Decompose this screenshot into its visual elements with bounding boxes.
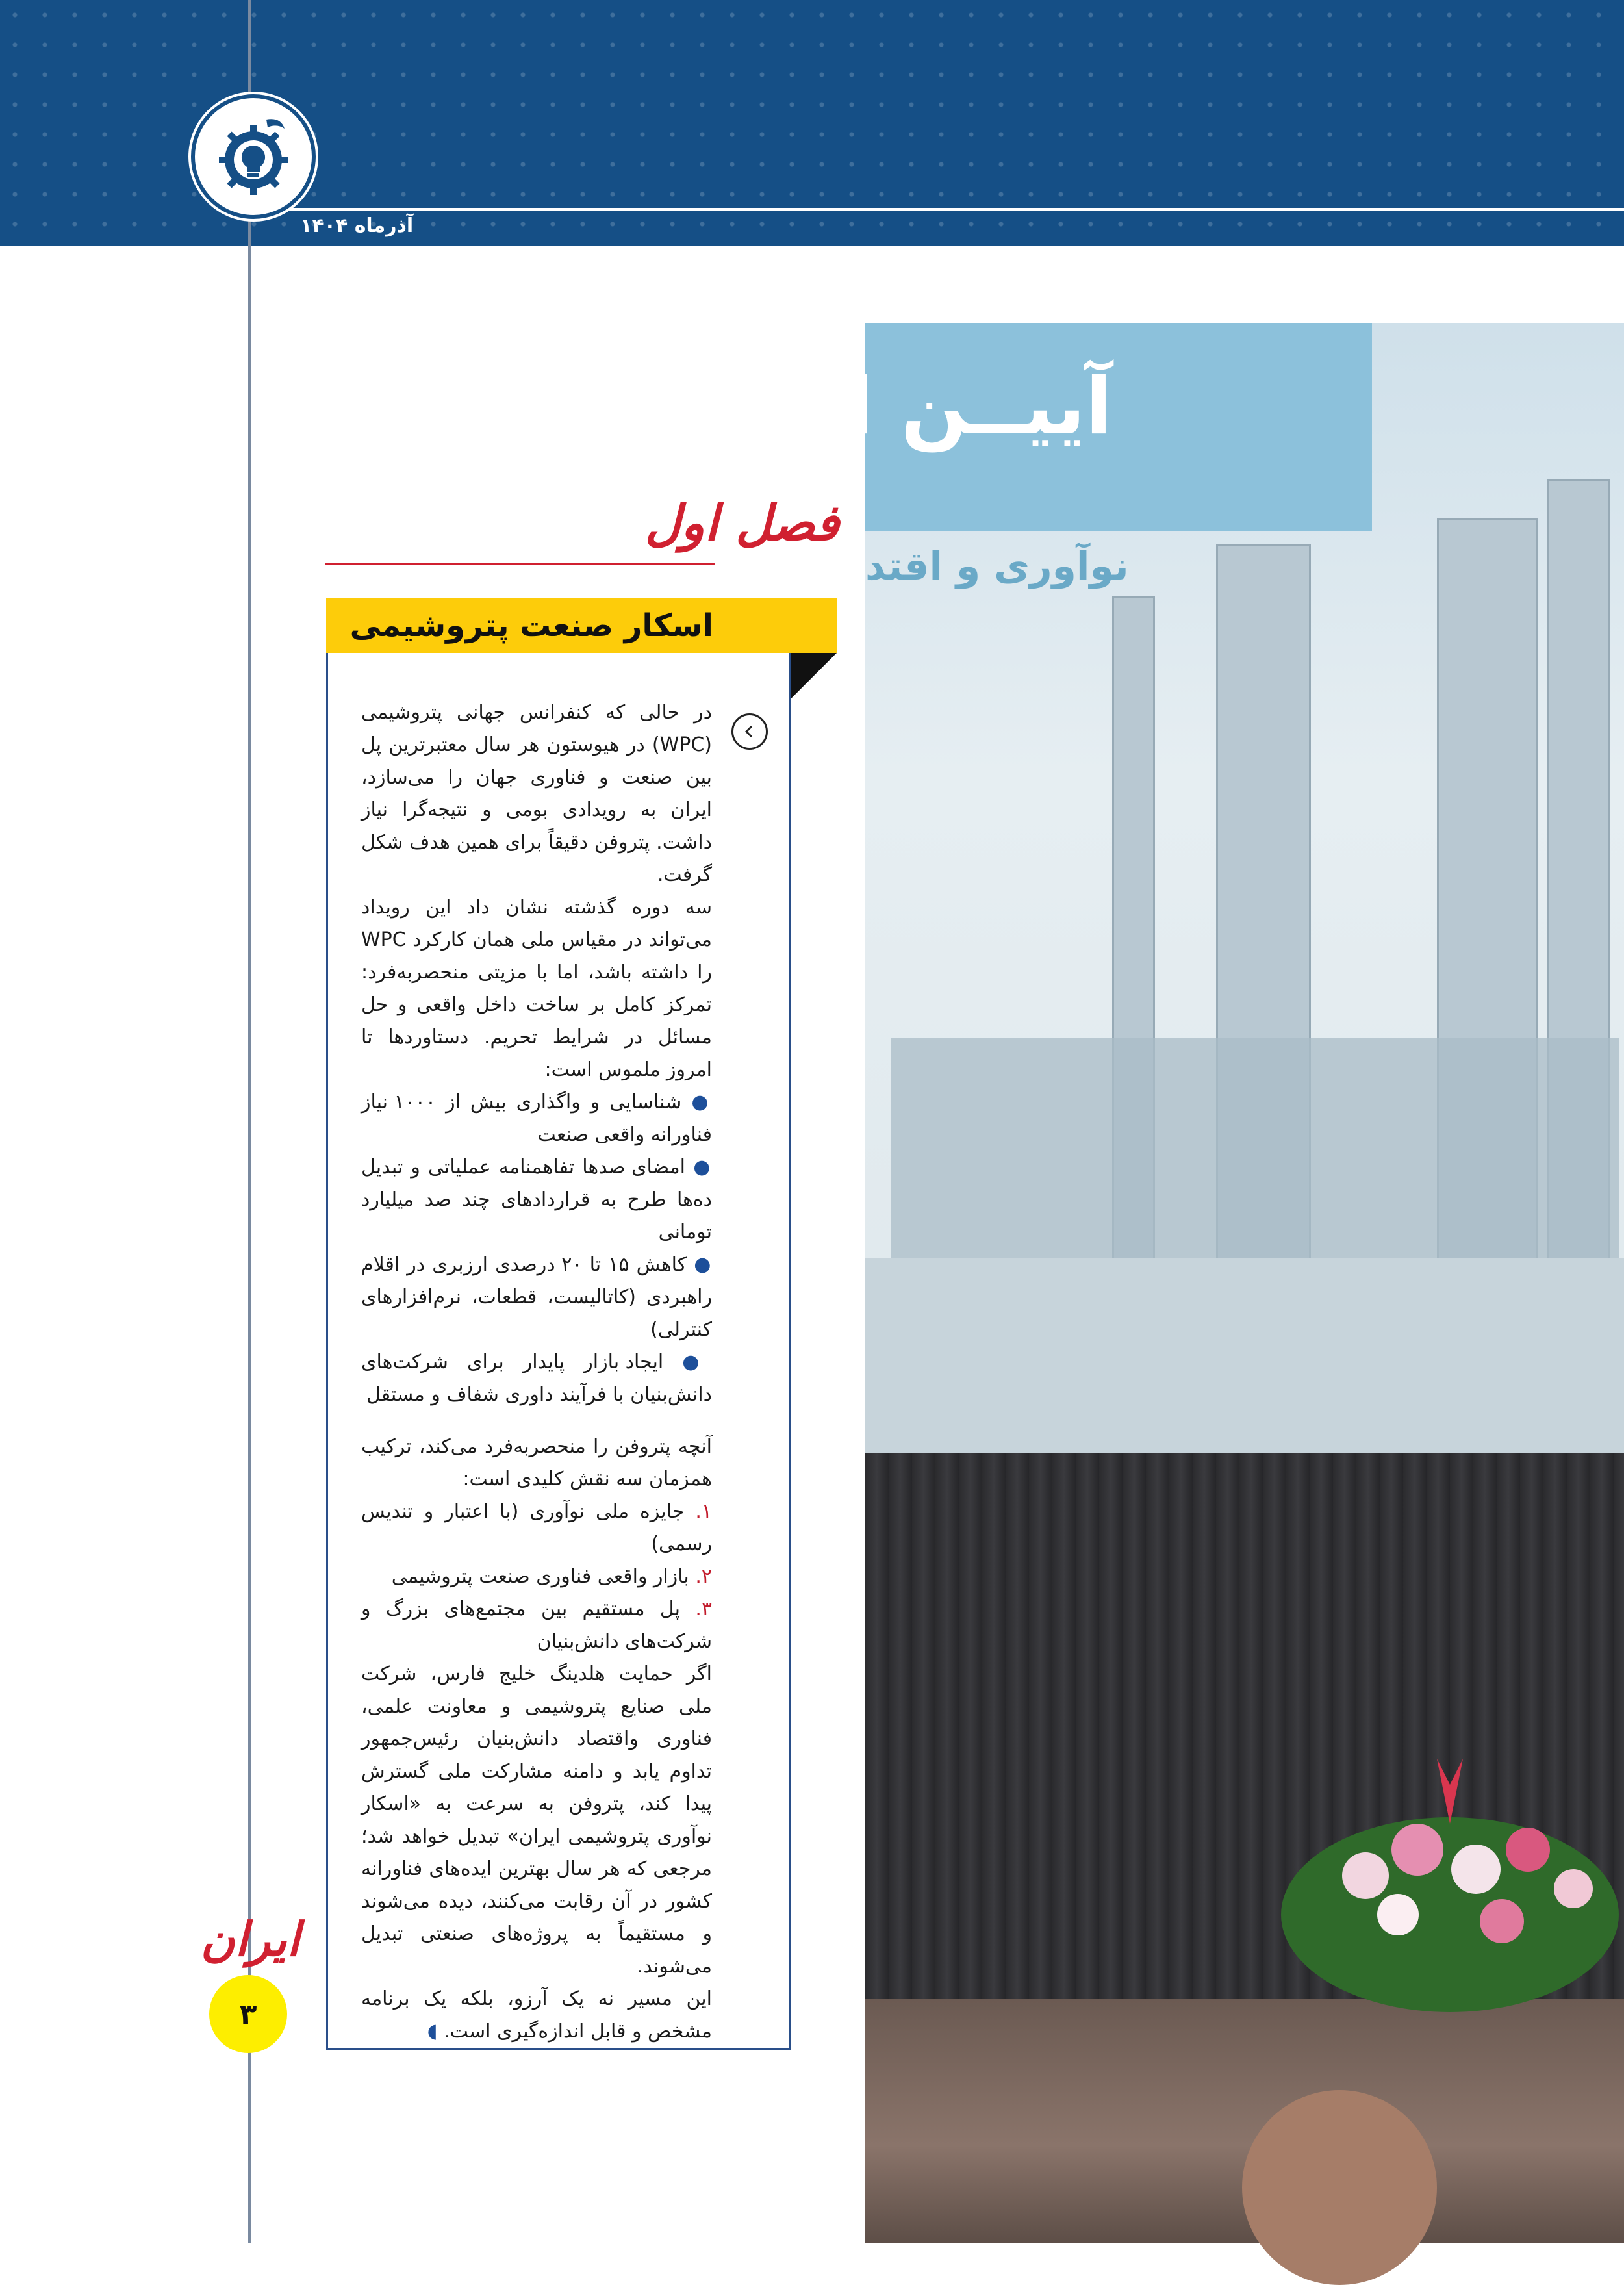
article-title: اسکار صنعت پتروشیمی bbox=[349, 607, 713, 644]
list-item bbox=[361, 1249, 712, 1346]
chevron-left-icon-graphic bbox=[740, 722, 759, 741]
article-paragraph: سه دوره گذشته نشان داد این رویداد می‌تواند در مقیاس ملی همان کارکرد WPC را داشته باشد، اما با مزیتی منحصربه‌فرد: تمرکز کامل بر ساخت داخل واقعی و حل مسائل در شرایط تحریم. دستاوردها تا امروز ملموس است: bbox=[361, 896, 712, 1081]
bullet-dot-icon: ● bbox=[691, 1091, 713, 1114]
list-item-text: ایجاد بازار پایدار برای شرکت‌های دانش‌بنیان با فرآیند داوری شفاف و مستقل bbox=[361, 1351, 712, 1406]
magazine-name: ایران bbox=[200, 1911, 300, 1967]
section-rule bbox=[325, 563, 715, 565]
article-paragraph: اگر حمایت هلدینگ خلیج فارس، شرکت ملی صنایع پتروشیمی و معاونت علمی، فناوری واقتصاد دانش‌بنیان رئیس‌جمهور تداوم یابد و دامنه مشارکت ملی گسترش پیدا کند، پتروفن به سرعت به «اسکار نوآوری پتروشیمی ایران» تبدیل خواهد شد؛ مرجعی که هر سال بهترین ایده‌های فناورانه کشور در آن رقابت می‌کنند، دیده می‌شوند و مستقیماً به پروژه‌های صنعتی تبدیل می‌شوند. bbox=[361, 1663, 712, 1978]
numbered-item bbox=[361, 1496, 712, 1561]
item-number: ۳. bbox=[695, 1598, 712, 1620]
issue-date: آذرماه ۱۴۰۴ bbox=[300, 214, 414, 237]
list-item bbox=[361, 1086, 712, 1151]
section-label: فصل اول bbox=[644, 494, 839, 552]
numbered-item bbox=[361, 1561, 712, 1593]
item-text: جایزه ملی نوآوری (با اعتبار و تندیس رسمی) bbox=[361, 1500, 712, 1555]
gear-bulb-logo-icon bbox=[191, 94, 316, 219]
article-paragraph bbox=[361, 1983, 712, 2048]
bullet-dot-icon: ● bbox=[694, 1253, 712, 1276]
logo-graphic bbox=[205, 108, 302, 205]
title-bar bbox=[326, 598, 837, 653]
article-paragraph: آنچه پتروفن را منحصربه‌فرد می‌کند، ترکیب همزمان سه نقش کلیدی است: bbox=[361, 1435, 712, 1490]
banner-title: آییــن افت bbox=[713, 362, 1112, 452]
audience-head bbox=[1242, 2090, 1437, 2285]
numbered-item bbox=[361, 1593, 712, 1658]
closing-text: این مسیر نه یک آرزو، بلکه یک برنامه مشخص و قابل اندازه‌گیری است. bbox=[361, 1987, 712, 2043]
refinery-structure bbox=[891, 1038, 1619, 1258]
list-item bbox=[361, 1346, 712, 1411]
item-text: بازار واقعی فناوری صنعت پتروشیمی bbox=[391, 1565, 689, 1588]
bullet-dot-icon: ● bbox=[682, 1351, 712, 1373]
refinery-structure bbox=[865, 1258, 1624, 1453]
item-number: ۲. bbox=[695, 1565, 712, 1588]
item-text: پل مستقیم بین مجتمع‌های بزرگ و شرکت‌های دانش‌بنیان bbox=[361, 1598, 712, 1653]
bullet-dot-icon: ● bbox=[693, 1156, 712, 1179]
screen-banner bbox=[713, 323, 1372, 531]
item-number: ۱. bbox=[695, 1500, 712, 1523]
list-item-text: شناسایی و واگذاری بیش از ۱۰۰۰ نیاز فناورانه واقعی صنعت bbox=[361, 1091, 712, 1146]
corner-triangle bbox=[791, 653, 837, 698]
page-number: ۳ bbox=[209, 1975, 287, 2053]
flower-arrangement bbox=[1268, 1746, 1624, 2019]
list-item bbox=[361, 1151, 712, 1249]
article-paragraph: در حالی که کنفرانس جهانی پتروشیمی (WPC) در هیوستون هر سال معتبرترین پل بین صنعت و فناوری جهان را می‌سازد، ایران به رویدادی بومی و نتیجه‌گرا نیاز داشت. پتروفن دقیقاً برای همین هدف شکل گرفت. bbox=[361, 701, 712, 886]
list-item-text: امضای صدها تفاهمنامه عملیاتی و تبدیل ده‌ها طرح به قراردادهای چند صد میلیارد تومانی bbox=[361, 1156, 712, 1244]
chevron-left-icon bbox=[731, 713, 768, 750]
paragraph-gap bbox=[361, 1411, 712, 1431]
end-mark-icon: ◖ bbox=[427, 2020, 438, 2043]
banner-subtitle: نوآوری و اقتد bbox=[865, 544, 1129, 589]
list-item-text: کاهش ۱۵ تا ۲۰ درصدی ارزبری در اقلام راهبردی (کاتالیست، قطعات، نرم‌افزارهای کنترلی) bbox=[361, 1253, 712, 1341]
article-body bbox=[361, 696, 712, 2048]
header-divider bbox=[247, 208, 1624, 211]
